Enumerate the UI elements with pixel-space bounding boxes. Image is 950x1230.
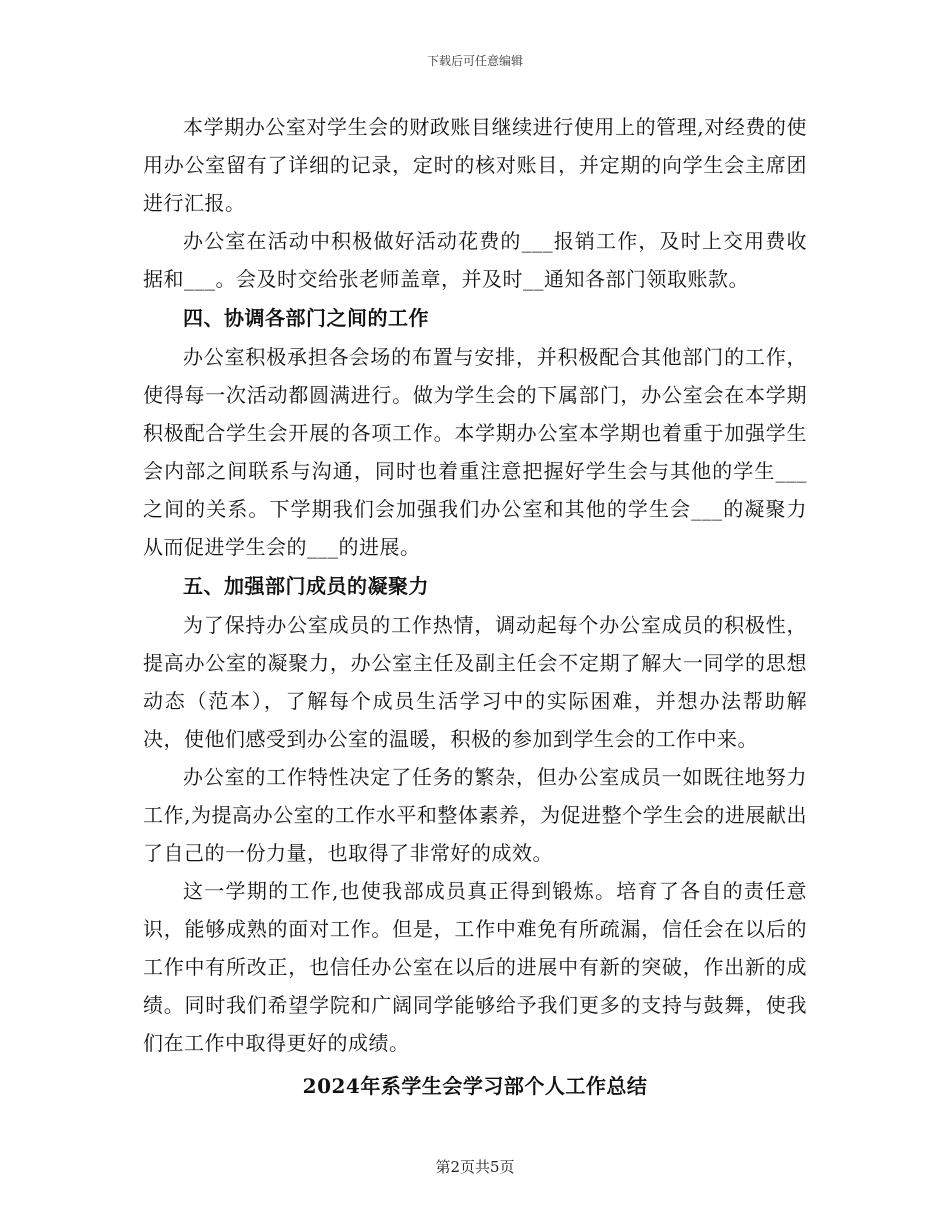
paragraph-finance-management: 本学期办公室对学生会的财政账目继续进行使用上的管理,对经费的使用办公室留有了详细的记录，定时的核对账目，并定期的向学生会主席团进行汇报。 (143, 115, 807, 215)
paragraph-work-nature: 办公室的工作特性决定了任务的繁杂，但办公室成员一如既往地努力工作,为提高办公室的工作水平和整体素养，为促进整个学生会的进展献出了自己的一份力量，也取得了非常好的成效。 (143, 765, 807, 865)
paragraph-reimbursement: 办公室在活动中积极做好活动花费的___报销工作，及时上交用费收据和___。会及时交给张老师盖章，并及时__通知各部门领取账款。 (143, 229, 807, 291)
paragraph-coordination: 办公室积极承担各会场的布置与安排，并积极配合其他部门的工作，使得每一次活动都圆满进行。做为学生会的下属部门，办公室会在本学期积极配合学生会开展的各项工作。本学期办公室本学期也着重于加强学生会内部之间联系与沟通，同时也着重注意把握好学生会与其他的学生___之间的关系。下学期我们会加强我们办公室和其他的学生会___的凝聚力从而促进学生会的___的进展。 (143, 345, 807, 559)
document-body (143, 108, 807, 1106)
paragraph-semester-summary: 这一学期的工作,也使我部成员真正得到锻炼。培育了各自的责任意识，能够成熟的面对工作。但是，工作中难免有所疏漏，信任会在以后的工作中有所改正，也信任办公室在以后的进展中有新的突破，作出新的成绩。同时我们希望学院和广阔同学能够给予我们更多的支持与鼓舞，使我们在工作中取得更好的成绩。 (143, 879, 807, 1055)
page-number: 第2页共5页 (435, 1158, 515, 1176)
paragraph-cohesion: 为了保持办公室成员的工作热情，调动起每个办公室成员的积极性，提高办公室的凝聚力，办公室主任及副主任会不定期了解大一同学的思想动态（范本），了解每个成员生活学习中的实际困难，并想办法帮助解决，使他们感受到办公室的温暖，积极的参加到学生会的工作中来。 (143, 613, 807, 751)
section-heading-coordination: 四、协调各部门之间的工作 (183, 306, 429, 330)
header-note: 下载后可任意编辑 (426, 54, 523, 68)
section-heading-cohesion: 五、加强部门成员的凝聚力 (183, 574, 429, 598)
next-document-title: 2024年系学生会学习部个人工作总结 (302, 1074, 648, 1098)
